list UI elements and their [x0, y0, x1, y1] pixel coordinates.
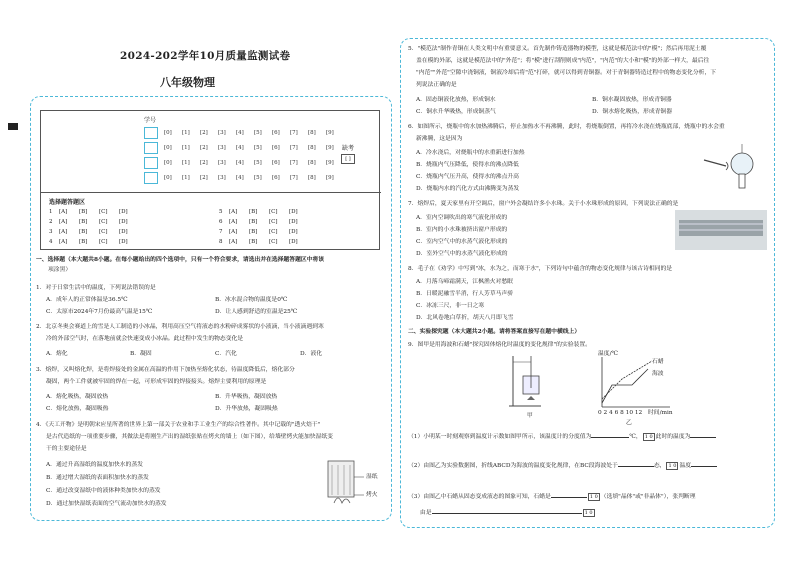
section1-heading-cont: 项涂黑）	[48, 267, 72, 273]
q8-option-a[interactable]: A．月落乌啼霜满天，江枫渔火对愁眠	[416, 279, 513, 285]
q1-option-d[interactable]: D．让人感到舒适的室温是25℃	[215, 309, 298, 315]
fig4-label-paper: 湿纸	[366, 474, 378, 480]
student-id-area	[41, 111, 381, 193]
figure-a-label: 甲	[527, 413, 533, 419]
q9-part2: （2）由图乙为实验数据图，折线ABCD为海波的温度变化规律，在BC段海波处于 态， 1 0 温度	[408, 461, 717, 470]
q8-stem: 8．毛子在《劝学》中写到"冰，水为之，而寒于水"，下列诗句中蕴含的物态变化规律与该古诗相同的是	[408, 266, 673, 272]
choice-area-title: 选择题答题区	[49, 199, 86, 206]
q4-option-b[interactable]: B．通过增大湿纸的表面积加快水的蒸发	[46, 475, 149, 481]
q7-stem: 7．熔焊后，夏天家里有开空调后，窗户外会凝结许多小水珠。关于小水珠形成的原因，下列说法正确的是	[408, 201, 679, 207]
q7-option-b[interactable]: B．室内的小水珠被挤出窗户形成的	[416, 227, 508, 233]
score-box: 1 0	[589, 494, 598, 500]
choice-row: 4 [A] [B] [C] [D] 8 [A] [B] [C] [D]	[49, 239, 298, 245]
q6-option-d[interactable]: D．烧瓶内水的汽化方式由沸腾变为蒸发	[416, 186, 520, 192]
q4-option-d[interactable]: D．通过加快湿纸表面的空气流动加快水的蒸发	[46, 501, 167, 507]
fig4-label-fire: 烤火	[366, 492, 378, 498]
absent-box[interactable]: [ ]	[341, 154, 355, 164]
q1-option-c[interactable]: C．太原市2024年7月份最高气温是15℃	[46, 309, 153, 315]
q4-option-a[interactable]: A．通过升高湿纸的温度加快水的蒸发	[46, 462, 143, 468]
q3-option-d[interactable]: D．升华放热，凝固吸热	[215, 406, 278, 412]
q9-part3: （3）由图乙中石蜡从固态变成液态的图象可知，石蜡是 1 0 （选填"晶体"或"非晶体"），张判断理	[408, 494, 696, 500]
q2-option-d[interactable]: D．液化	[300, 351, 323, 357]
q4-stem: 4．《天工开物》是明朝宋应星所著的世界上第一部关于农业和手工业生产的综合性著作。其中记载的"透火焙干"	[36, 422, 321, 428]
figure-b-label: 乙	[626, 420, 632, 426]
q1-stem: 1．对于日常生活中的温度，下列说法错误的是	[36, 285, 156, 291]
q4-option-c[interactable]: C．通过改变湿纸中的液体种类加快水的蒸发	[46, 488, 161, 494]
q7-option-a[interactable]: A．室内空调吹出的寒气液化形成的	[416, 215, 508, 221]
q1-option-a[interactable]: A．成年人的正常体温是36.5℃	[46, 297, 128, 303]
student-id-row: [0] [1] [2] [3] [4] [5] [6] [7] [8] [9]	[144, 125, 374, 140]
choice-row: 2 [A] [B] [C] [D] 6 [A] [B] [C] [D]	[49, 219, 298, 225]
q6-option-c[interactable]: C．烧瓶内气压升高，使得水的沸点升高	[416, 174, 519, 180]
window-condensation-photo	[675, 210, 767, 250]
choice-row: 1 [A] [B] [C] [D] 5 [A] [B] [C] [D]	[49, 209, 298, 215]
q6-option-b[interactable]: B．烧瓶内气压降低，使得水的沸点降低	[416, 162, 519, 168]
q3-option-b[interactable]: B．升华吸热，凝固放热	[215, 394, 278, 400]
q2-option-a[interactable]: A．熔化	[46, 351, 68, 357]
q9-stem: 9．图甲是用海波和石蜡"探究固体熔化时温度的变化规律"的实验装置。	[408, 342, 591, 348]
student-id-label: 学号	[144, 117, 157, 124]
student-id-grid	[144, 125, 374, 185]
score-box: 1 0	[584, 510, 593, 516]
student-id-row: [0] [1] [2] [3] [4] [5] [6] [7] [8] [9]	[144, 170, 374, 185]
q3-option-c[interactable]: C．熔化放热，凝固吸热	[46, 406, 109, 412]
graph-xticks: 0 2 4 6 8 10 12	[598, 410, 643, 416]
q9-part2-blank2[interactable]	[691, 461, 717, 467]
q9-part3-blank1[interactable]	[551, 492, 587, 498]
paper-drying-illustration	[320, 455, 380, 510]
q5-stem-cont2: "内范""外范"空隙中浇铜液，铜液冷却后将"范"打碎，就可以得到青铜器。对于青铜器铸造过程中的物态变化分析，下	[416, 70, 717, 76]
q8-option-c[interactable]: C．冰冻三尺，非一日之寒	[416, 303, 485, 309]
q9-part1: （1）小明某一时刻观察到温度计示数如图甲所示，该温度计的分度值为 ℃， 1 0 此时的温度为	[408, 432, 716, 441]
q7-option-d[interactable]: D．室外空气中的水蒸气液化形成的	[416, 251, 508, 257]
id-box[interactable]	[144, 127, 158, 139]
q2-stem: 2．北京冬奥会赛道上的雪是人工制造的小冰晶，利用高压空气将液态的水粉碎成雾状的小液滴，当小液滴遇到寒	[36, 324, 324, 330]
q2-option-c[interactable]: C．汽化	[215, 351, 237, 357]
graph-ylabel: 温度/℃	[598, 351, 619, 357]
q9-part3-blank2[interactable]	[432, 508, 582, 514]
q3-stem-cont: 凝固，两个工件就被牢固的焊在一起，可形成牢固的焊接接头。熔焊主要利用的原理是	[46, 379, 267, 385]
q1-option-b[interactable]: B．冰水混合物的温度是0℃	[215, 297, 288, 303]
answer-sheet	[40, 110, 380, 250]
score-box: 1 0	[668, 463, 677, 469]
q9-part1-blank1[interactable]	[591, 432, 629, 438]
q3-stem: 3．熔焊，又叫熔化焊，是将焊接处的金属在高温的作用下加热至熔化状态，待温度降低后，熔化部分	[36, 367, 295, 373]
q9-part2-blank1[interactable]	[618, 461, 654, 467]
q5-option-d[interactable]: D．铜水熔化吸热，形成青铜器	[592, 109, 673, 115]
student-id-row: [0] [1] [2] [3] [4] [5] [6] [7] [8] [9]	[144, 140, 374, 155]
q7-option-c[interactable]: C．室内空气中的水蒸气液化形成的	[416, 239, 508, 245]
q6-option-a[interactable]: A．冷水浇后，对烧瓶中的水重新进行加热	[416, 150, 525, 156]
heating-apparatus-illustration	[505, 352, 555, 412]
id-box[interactable]	[144, 157, 158, 169]
q6-stem: 6．如图所示，烧瓶中的水加热沸腾后，停止加热水不再沸腾，此时，将烧瓶倒置，再将冷水浇在烧瓶底部，烧瓶中的水会重	[408, 124, 725, 130]
absent-label: 缺考	[341, 145, 354, 152]
graph-legend-hypo: 海波	[652, 371, 664, 377]
q5-stem-cont: 盖在模的外部，这就是模范法中的"外范"；将"模"进行刮削则成"内范"，"内范"的大小和"模"的外部一样大，最后往	[416, 58, 710, 64]
q8-option-d[interactable]: D．北风卷地白草折，胡天八月即飞雪	[416, 315, 514, 321]
id-box[interactable]	[144, 172, 158, 184]
flask-illustration	[700, 140, 760, 195]
score-box: 1 0	[644, 434, 653, 440]
q3-option-a[interactable]: A．熔化吸热，凝固放热	[46, 394, 109, 400]
q2-stem-cont: 冷的外部空气时，在落地前就会快速变成小冰晶。此过程中发生的物态变化是	[46, 336, 244, 342]
q5-stem-cont3: 列说法正确的是	[416, 82, 457, 88]
q9-part3-cont: 由是 1 0	[420, 510, 593, 516]
q8-option-b[interactable]: B．日暖泥融雪半消，行人芳草马声骄	[416, 291, 514, 297]
choice-row: 3 [A] [B] [C] [D] 7 [A] [B] [C] [D]	[49, 229, 298, 235]
q4-stem-cont2: 干的主要途径是	[46, 446, 87, 452]
exam-subtitle: 八年级物理	[160, 76, 215, 89]
q2-option-b[interactable]: B．凝固	[130, 351, 152, 357]
section1-heading: 一、选择题（本大题共8小题。在每小题给出的四个选项中，只有一个符合要求，请选出并在选择题答题区中将该	[36, 257, 325, 263]
student-id-row: [0] [1] [2] [3] [4] [5] [6] [7] [8] [9]	[144, 155, 374, 170]
q9-part1-blank2[interactable]	[690, 432, 716, 438]
q5-option-c[interactable]: C．铜水升华吸热，形成铜蒸气	[416, 109, 496, 115]
section2-heading: 二、实验探究题（本大题共2小题。请将答案直接写在题中横线上）	[408, 329, 581, 335]
q4-stem-cont: 是古代造纸的一项重要步骤，其做法是将刚生产出的湿纸张贴在烤火的墙上（如下图），给墙壁烤火能加快湿纸变	[46, 434, 333, 440]
q5-option-a[interactable]: A．固态铜液化放热，形成铜水	[416, 97, 496, 103]
binding-marker	[8, 123, 18, 130]
choice-grid	[49, 207, 309, 247]
graph-xlabel: 时间/min	[648, 410, 673, 416]
q5-stem: 5．"模范法"制作青铜在人类文明中有重要意义。首先制作铸造器物的模型，这就是模范法中的"模"；然后再用泥土覆	[408, 46, 707, 52]
graph-legend-wax: 石蜡	[652, 359, 664, 365]
exam-title: 2024-202学年10月质量监测试卷	[120, 50, 291, 62]
absent-mark[interactable]	[341, 143, 355, 164]
q5-option-b[interactable]: B．铜水凝固放热，形成青铜器	[592, 97, 672, 103]
q6-stem-cont: 新沸腾，这是因为	[416, 136, 463, 142]
id-box[interactable]	[144, 142, 158, 154]
